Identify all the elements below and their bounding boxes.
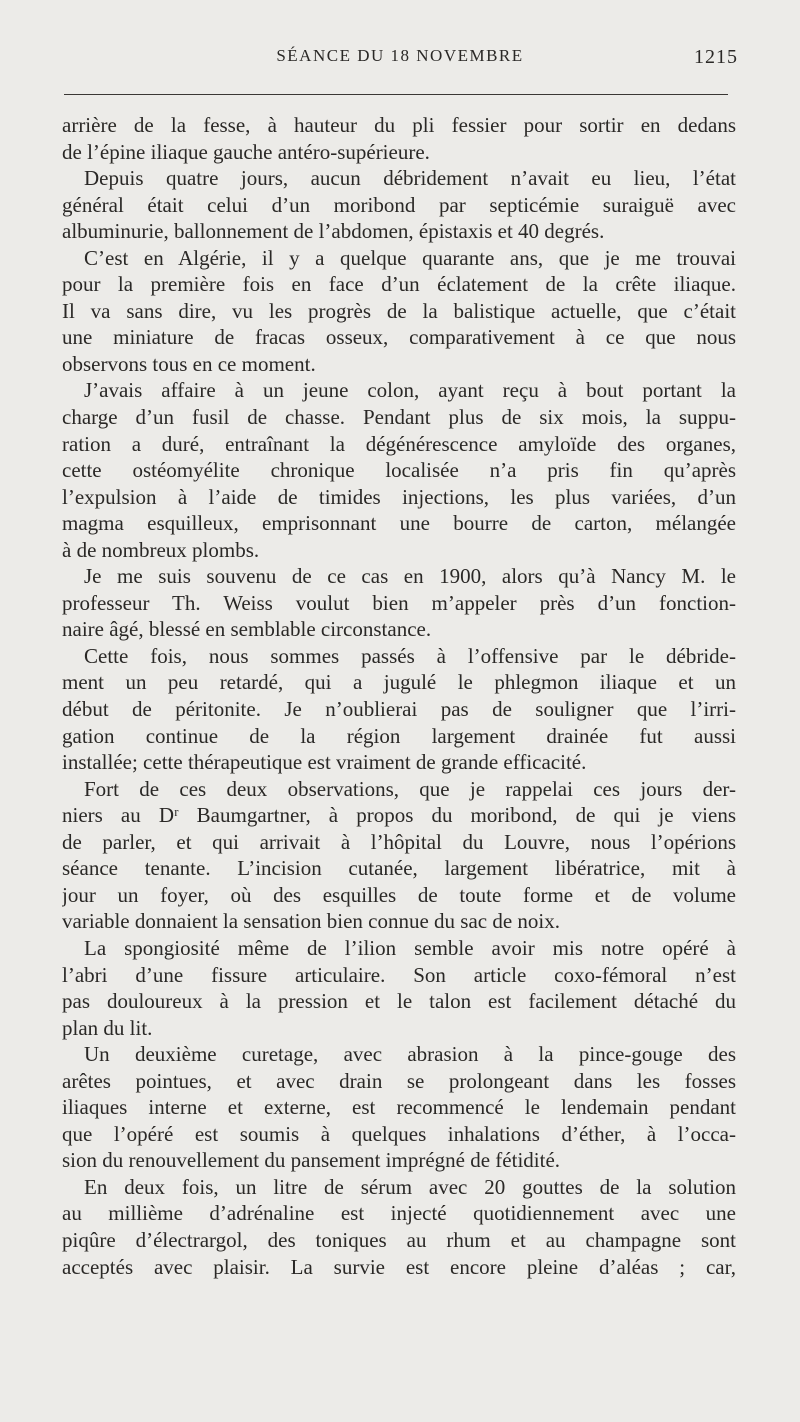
text-line: arrière de la fesse, à hauteur du pli fessier pour sortir en dedans [62,113,736,137]
text-line: La spongiosité même de l’ilion semble avoir mis notre opéré à [84,935,736,960]
text-line: C’est en Algérie, il y a quelque quarante ans, que je me trouvai [84,245,736,270]
text-line: général était celui d’un moribond par septicémie suraiguë avec [62,192,736,217]
body-text [62,112,736,1280]
text-line: une miniature de fracas osseux, comparativement à ce que nous [62,325,736,350]
text-line: à de nombreux plombs. [62,537,260,562]
running-head [62,46,738,76]
text-line: albuminurie, ballonnement de l’abdomen, épistaxis et 40 degrés. [62,219,605,244]
running-title: SÉANCE DU 18 NOVEMBRE [276,46,524,65]
text-line: observons tous en ce moment. [62,351,316,376]
text-line: professeur Th. Weiss voulut bien m’appeler près d’un fonction- [62,590,736,615]
text-line: gation continue de la région largement drainée fut aussi [62,723,736,748]
text-line: Depuis quatre jours, aucun débridement n’avait eu lieu, l’état [84,166,736,191]
text-line: installée; cette thérapeutique est vraiment de grande efficacité. [62,750,587,775]
text-line: que l’opéré est soumis à quelques inhalations d’éther, à l’occa- [62,1121,736,1146]
text-line: cette ostéomyélite chronique localisée n’a pris fin qu’après [62,458,736,483]
text-line: piqûre d’électrargol, des toniques au rhum et au champagne sont [62,1227,736,1252]
text-line: iliaques interne et externe, est recommencé le lendemain pendant [62,1095,736,1120]
text-line: pas douloureux à la pression et le talon est facilement détaché du [62,989,736,1014]
text-line: plan du lit. [62,1015,153,1040]
text-line: Un deuxième curetage, avec abrasion à la pince-gouge des [84,1042,736,1067]
page-number: 1215 [694,46,738,68]
text-line: l’expulsion à l’aide de timides injections, les plus variées, d’un [62,484,736,509]
text-line: pour la première fois en face d’un éclatement de la crête iliaque. [62,272,736,297]
text-line: magma esquilleux, emprisonnant une bourre de carton, mélangée [62,511,736,536]
text-line: naire âgé, blessé en semblable circonstance. [62,617,432,642]
text-line: début de péritonite. Je n’oublierai pas de souligner que l’irri- [62,697,736,722]
text-line: jour un foyer, où des esquilles de toute forme et de volume [62,882,736,907]
text-line: de parler, et qui arrivait à l’hôpital du Louvre, nous l’opérions [62,829,736,854]
text-line: ment un peu retardé, qui a jugulé le phlegmon iliaque et un [62,670,736,695]
text-line: Je me suis souvenu de ce cas en 1900, alors qu’à Nancy M. le [84,564,736,589]
text-line: niers au Dʳ Baumgartner, à propos du moribond, de qui je viens [62,803,736,828]
text-line: arêtes pointues, et avec drain se prolongeant dans les fosses [62,1068,736,1093]
text-line: Fort de ces deux observations, que je rappelai ces jours der- [84,776,736,801]
text-line: de l’épine iliaque gauche antéro-supérieure. [62,139,430,164]
text-line: séance tenante. L’incision cutanée, largement libératrice, mit à [62,856,736,881]
text-line: acceptés avec plaisir. La survie est encore pleine d’aléas ; car, [62,1254,736,1279]
text-line: sion du renouvellement du pansement imprégné de fétidité. [62,1148,561,1173]
text-line: En deux fois, un litre de sérum avec 20 gouttes de la solution [84,1174,736,1199]
text-line: J’avais affaire à un jeune colon, ayant reçu à bout portant la [84,378,736,403]
header-rule [64,94,728,95]
text-line: l’abri d’une fissure articulaire. Son article coxo-fémoral n’est [62,962,736,987]
text-line: Cette fois, nous sommes passés à l’offensive par le débride- [84,643,736,668]
text-line: Il va sans dire, vu les progrès de la balistique actuelle, que c’était [62,298,736,323]
text-line: au millième d’adrénaline est injecté quotidiennement avec une [62,1201,736,1226]
text-line: ration a duré, entraînant la dégénérescence amyloïde des organes, [62,431,736,456]
text-line: charge d’un fusil de chasse. Pendant plus de six mois, la suppu- [62,405,736,430]
text-line: variable donnaient la sensation bien connue du sac de noix. [62,909,561,934]
